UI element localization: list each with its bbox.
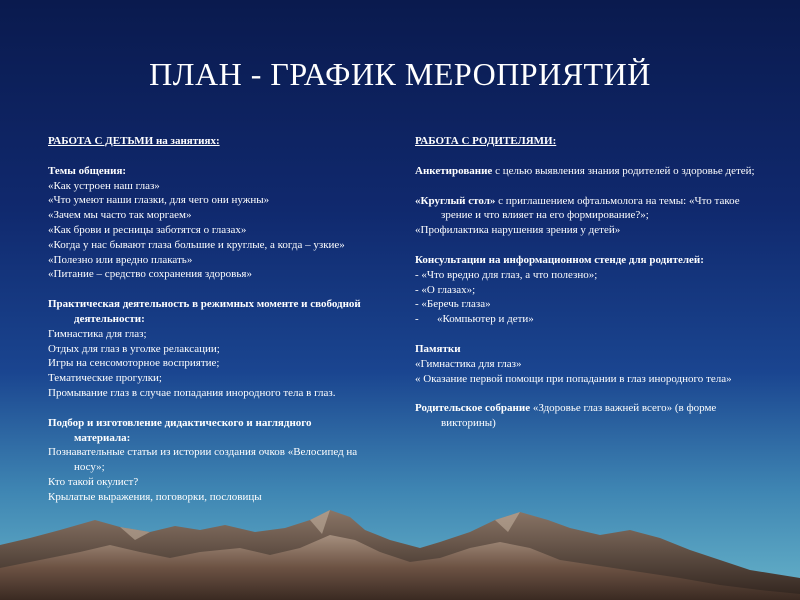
memo-item: « Оказание первой помощи при попадании в глаз инородного тела» xyxy=(415,372,732,385)
topic-item: «Что умеют наши глазки, для чего они нужны» xyxy=(48,194,270,207)
materials-item: Кто такой окулист? xyxy=(48,475,139,488)
consult-title: Консультации на информационном стенде для родителей: xyxy=(415,253,704,266)
materials-item: Познавательные статьи из истории создания очков «Велосипед на носу»; xyxy=(48,446,358,474)
practice-item: Тематические прогулки; xyxy=(48,372,162,385)
topic-item: «Зачем мы часто так моргаем» xyxy=(48,209,192,222)
topic-item: «Когда у нас бывают глаза большие и круглые, а когда – узкие» xyxy=(48,238,345,251)
survey-item xyxy=(415,164,755,179)
children-work-heading: РАБОТА С ДЕТЬМИ на занятиях: xyxy=(48,135,220,147)
consult-item: - «Беречь глаза» xyxy=(415,298,491,311)
consult-marker: - xyxy=(415,313,419,326)
meeting-label: Родительское собрание xyxy=(415,402,531,415)
children-work-column xyxy=(48,134,370,505)
parents-work-heading: РАБОТА С РОДИТЕЛЯМИ: xyxy=(415,135,557,147)
survey-label: Анкетирование xyxy=(415,164,493,177)
topic-item: «Как устроен наш глаз» xyxy=(48,179,160,192)
meeting-text: «Здоровье глаз важней всего» (в форме викторины) xyxy=(441,402,717,430)
topic-item: «Как брови и ресницы заботятся о глазах» xyxy=(48,223,247,236)
consult-item: - «Что вредно для глаз, а что полезно»; xyxy=(415,268,598,281)
survey-text: с целью выявления знания родителей о здоровье детей; xyxy=(492,164,755,177)
slide-title: ПЛАН - ГРАФИК МЕРОПРИЯТИЙ xyxy=(149,56,651,92)
practice-item: Игры на сенсомоторное восприятие; xyxy=(48,357,220,370)
practice-item: Промывание глаз в случае попадания инородного тела в глаз. xyxy=(48,386,336,399)
practice-item: Отдых для глаз в уголке релаксации; xyxy=(48,342,220,355)
topics-title: Темы общения: xyxy=(48,164,127,177)
practice-item: Гимнастика для глаз; xyxy=(48,327,147,340)
meeting-item xyxy=(415,401,755,431)
roundtable-text: с приглашением офтальмолога на темы: «Что такое зрение и что влияет на его формирование?»; xyxy=(441,194,740,222)
roundtable-extra: «Профилактика нарушения зрения у детей» xyxy=(415,224,621,237)
roundtable-item xyxy=(415,194,755,224)
consult-item-text: «Компьютер и дети» xyxy=(437,313,534,326)
practice-title: Практическая деятельность в режимных моменте и свободной деятельности: xyxy=(48,298,361,325)
parents-work-column xyxy=(415,134,755,431)
roundtable-label: «Круглый стол» xyxy=(415,194,496,207)
materials-item: Крылатые выражения, поговорки, пословицы xyxy=(48,490,262,503)
topic-item: «Полезно или вредно плакать» xyxy=(48,253,193,266)
memo-title: Памятки xyxy=(415,342,461,355)
memo-item: «Гимнастика для глаз» xyxy=(415,357,522,370)
consult-item xyxy=(415,312,755,327)
materials-title: Подбор и изготовление дидактического и наглядного материала: xyxy=(48,416,312,444)
topic-item: «Питание – средство сохранения здоровья» xyxy=(48,268,252,281)
consult-item: - «О глазах»; xyxy=(415,283,476,296)
